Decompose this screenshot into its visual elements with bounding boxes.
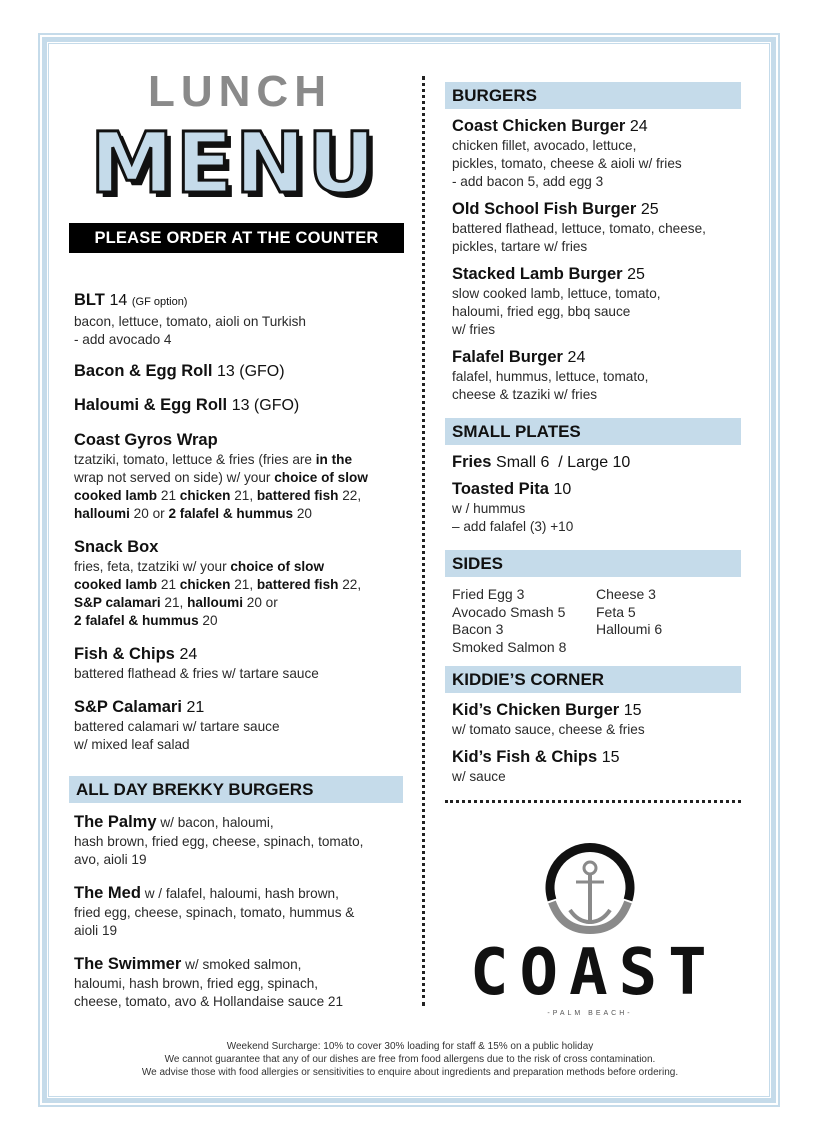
desc-bold: battered fish: [256, 488, 339, 503]
item-name: Kid’s Chicken Burger: [452, 701, 620, 719]
desc-bold: cooked lamb: [74, 577, 158, 592]
item-title: [452, 347, 741, 368]
item-price: 10: [553, 481, 572, 498]
kids-items: [445, 700, 741, 786]
desc-bold: cooked lamb: [74, 488, 158, 503]
item-description-line: hash brown, fried egg, cheese, spinach, tomato,: [74, 834, 364, 849]
item-title: [452, 264, 741, 285]
desc-bold: choice of slow: [230, 559, 325, 574]
item-title: [452, 199, 741, 220]
item-title: [74, 812, 403, 833]
item-name: Kid’s Fish & Chips: [452, 748, 598, 766]
item-description-line: cheese & tzaziki w/ fries: [452, 387, 598, 402]
item-price: 24: [179, 646, 198, 663]
desc-bold: 2 falafel & hummus: [74, 613, 199, 628]
item-description-line: aioli 19: [74, 923, 118, 938]
item-description-line: battered flathead & fries w/ tartare sauce: [74, 666, 319, 681]
menu-item-the-swimmer: [74, 954, 403, 1011]
item-price: 14: [109, 292, 128, 309]
item-description-line: chicken fillet, avocado, lettuce,: [452, 138, 637, 153]
desc-text: 21,: [160, 595, 188, 610]
item-price: 25: [640, 201, 659, 218]
footer-line: Weekend Surcharge: 10% to cover 30% loading for staff & 15% on a public holiday: [226, 1041, 594, 1052]
item-name: Falafel Burger: [452, 348, 563, 366]
item-description-line: bacon, lettuce, tomato, aioli on Turkish: [74, 314, 306, 329]
item-name: The Palmy: [74, 813, 157, 831]
item-description-line: cheese, tomato, avo & Hollandaise sauce 21: [74, 994, 344, 1009]
right-menu-column: [445, 82, 741, 798]
desc-bold: chicken: [179, 577, 231, 592]
item-description-line: - add bacon 5, add egg 3: [452, 174, 604, 189]
side-item: Bacon 3: [452, 621, 504, 637]
desc-text: 20 or: [243, 595, 278, 610]
side-item: Cheese 3: [596, 586, 656, 602]
item-name: Coast Gyros Wrap: [74, 431, 218, 449]
section-heading-kids: KIDDIE’S CORNER: [445, 666, 741, 693]
side-item: Feta 5: [596, 603, 636, 620]
section-heading-sides: SIDES: [445, 550, 741, 577]
item-price: 24: [567, 349, 586, 366]
menu-item-the-med: [74, 883, 403, 940]
item-price: 15: [623, 702, 642, 719]
desc-text: 22,: [338, 577, 362, 592]
sides-list: [452, 586, 741, 656]
menu-item-sp-calamari: [74, 697, 409, 754]
item-title: [74, 697, 409, 718]
item-description-line: w/ mixed leaf salad: [74, 737, 190, 752]
side-item: Avocado Smash 5: [452, 603, 566, 620]
item-lead: w/ bacon, haloumi,: [156, 815, 274, 830]
title-block: [74, 67, 406, 212]
footer-notice: [60, 1040, 760, 1079]
item-description: [74, 558, 409, 630]
desc-bold: chicken: [179, 488, 231, 503]
title-lunch: LUNCH: [148, 67, 332, 116]
menu-item-fries: [452, 452, 741, 473]
logo-wordmark: COAST: [470, 936, 718, 1010]
small-plates-items: [445, 452, 741, 536]
item-name: Fries: [452, 453, 492, 471]
item-name: Bacon & Egg Roll: [74, 362, 213, 380]
menu-item-stacked-lamb-burger: [452, 264, 741, 339]
desc-bold: S&P calamari: [74, 595, 161, 610]
item-name: The Swimmer: [74, 955, 182, 973]
item-title: [452, 700, 741, 721]
item-note: (GF option): [131, 296, 188, 308]
order-at-counter-banner: PLEASE ORDER AT THE COUNTER: [69, 223, 404, 253]
item-lead: w / falafel, haloumi, hash brown,: [140, 886, 339, 901]
desc-text: 20: [198, 613, 218, 628]
menu-item-blt: [74, 290, 409, 349]
left-menu-column: [74, 290, 409, 1023]
item-price: 13 (GFO): [217, 363, 285, 380]
footer-line: We cannot guarantee that any of our dishes are free from food allergens due to the risk of cross contamination.: [164, 1054, 656, 1065]
item-description-line: – add falafel (3) +10: [452, 519, 574, 534]
desc-text: wrap not served on side) w/ your: [74, 470, 275, 485]
item-description-line: w/ sauce: [452, 769, 506, 784]
side-item: Fried Egg 3: [452, 586, 525, 602]
item-description-line: pickles, tomato, cheese & aioli w/ fries: [452, 156, 682, 171]
footer-line: We advise those with food allergies or sensitivities to enquire about ingredients and preparation methods before ordering.: [141, 1067, 679, 1078]
section-heading-burgers: BURGERS: [445, 82, 741, 109]
item-description-line: falafel, hummus, lettuce, tomato,: [452, 369, 649, 384]
item-description-line: fried egg, cheese, spinach, tomato, hummus &: [74, 905, 355, 920]
title-menu-wrap: [90, 114, 390, 212]
item-title: [74, 644, 409, 665]
desc-bold: battered fish: [256, 577, 339, 592]
desc-text: 20: [293, 506, 312, 521]
menu-item-toasted-pita: [452, 479, 741, 536]
desc-text: 20 or: [129, 506, 169, 521]
item-name: Toasted Pita: [452, 480, 549, 498]
item-price: 21: [186, 699, 205, 716]
item-description-line: w/ fries: [452, 322, 496, 337]
desc-bold: halloumi: [187, 595, 243, 610]
desc-text: tzatziki, tomato, lettuce & fries (fries are: [74, 452, 316, 467]
section-heading-brekky: ALL DAY BREKKY BURGERS: [69, 776, 403, 803]
desc-text: 21,: [230, 488, 257, 503]
item-title: [452, 452, 741, 473]
anchor-icon: [470, 838, 710, 938]
item-price: 25: [627, 266, 645, 283]
desc-bold: choice of slow: [274, 470, 368, 485]
side-item: Halloumi 6: [596, 621, 663, 637]
item-price: 13 (GFO): [231, 397, 300, 414]
item-description-line: w / hummus: [452, 501, 526, 516]
desc-bold: halloumi: [74, 506, 130, 521]
item-name: Coast Chicken Burger: [452, 117, 626, 135]
menu-item-kids-chicken-burger: [452, 700, 741, 739]
item-description-line: haloumi, fried egg, bbq sauce: [452, 304, 631, 319]
coast-logo: [470, 838, 718, 1028]
menu-item-bacon-egg-roll: [74, 361, 409, 382]
section-heading-small-plates: SMALL PLATES: [445, 418, 741, 445]
desc-bold: 2 falafel & hummus: [168, 506, 294, 521]
menu-item-gyros-wrap: [74, 430, 409, 523]
item-title: [452, 479, 741, 500]
item-description-line: slow cooked lamb, lettuce, tomato,: [452, 286, 661, 301]
item-title: [74, 290, 409, 313]
item-price: 15: [601, 749, 620, 766]
menu-item-falafel-burger: [452, 347, 741, 404]
item-title: [452, 116, 741, 137]
item-title: [74, 395, 409, 416]
item-description-line: w/ tomato sauce, cheese & fries: [452, 722, 645, 737]
desc-bold: in the: [315, 452, 352, 467]
logo-subtitle: -PALM BEACH-: [547, 1010, 633, 1017]
item-name: Snack Box: [74, 538, 159, 556]
menu-item-coast-chicken-burger: [452, 116, 741, 191]
item-description-line: pickles, tartare w/ fries: [452, 239, 588, 254]
item-name: The Med: [74, 884, 141, 902]
brekky-section: [69, 776, 403, 1011]
menu-item-old-school-fish-burger: [452, 199, 741, 256]
title-menu: MENU: [90, 114, 378, 212]
item-name: Stacked Lamb Burger: [452, 265, 623, 283]
menu-item-kids-fish-chips: [452, 747, 741, 786]
item-lead: w/ smoked salmon,: [181, 957, 302, 972]
item-description-line: battered calamari w/ tartare sauce: [74, 719, 280, 734]
desc-text: 21: [157, 488, 180, 503]
item-description-line: - add avocado 4: [74, 332, 172, 347]
burgers-items: [445, 116, 741, 404]
item-name: S&P Calamari: [74, 698, 182, 716]
item-title: [452, 747, 741, 768]
item-description-line: haloumi, hash brown, fried egg, spinach,: [74, 976, 319, 991]
item-name: BLT: [74, 291, 105, 309]
item-title: [74, 883, 403, 904]
item-title: [74, 361, 409, 382]
menu-item-fish-chips: [74, 644, 409, 683]
menu-item-snack-box: [74, 537, 409, 630]
column-divider: [422, 76, 425, 1006]
logo-divider: [445, 800, 741, 803]
menu-item-haloumi-egg-roll: [74, 395, 409, 416]
item-description: [74, 451, 409, 523]
item-title: [74, 954, 403, 975]
item-description-line: battered flathead, lettuce, tomato, cheese,: [452, 221, 706, 236]
item-price: Small 6 / Large 10: [496, 454, 631, 471]
item-name: Old School Fish Burger: [452, 200, 637, 218]
desc-text: fries, feta, tzatziki w/ your: [74, 559, 231, 574]
desc-text: 21: [157, 577, 180, 592]
menu-item-the-palmy: [74, 812, 403, 869]
item-name: Fish & Chips: [74, 645, 175, 663]
item-price: 24: [629, 118, 648, 135]
desc-text: 22,: [338, 488, 362, 503]
desc-text: 21,: [230, 577, 257, 592]
brekky-items: [69, 812, 403, 1011]
side-item: Smoked Salmon 8: [452, 638, 567, 655]
item-description-line: avo, aioli 19: [74, 852, 147, 867]
item-name: Haloumi & Egg Roll: [74, 396, 228, 414]
